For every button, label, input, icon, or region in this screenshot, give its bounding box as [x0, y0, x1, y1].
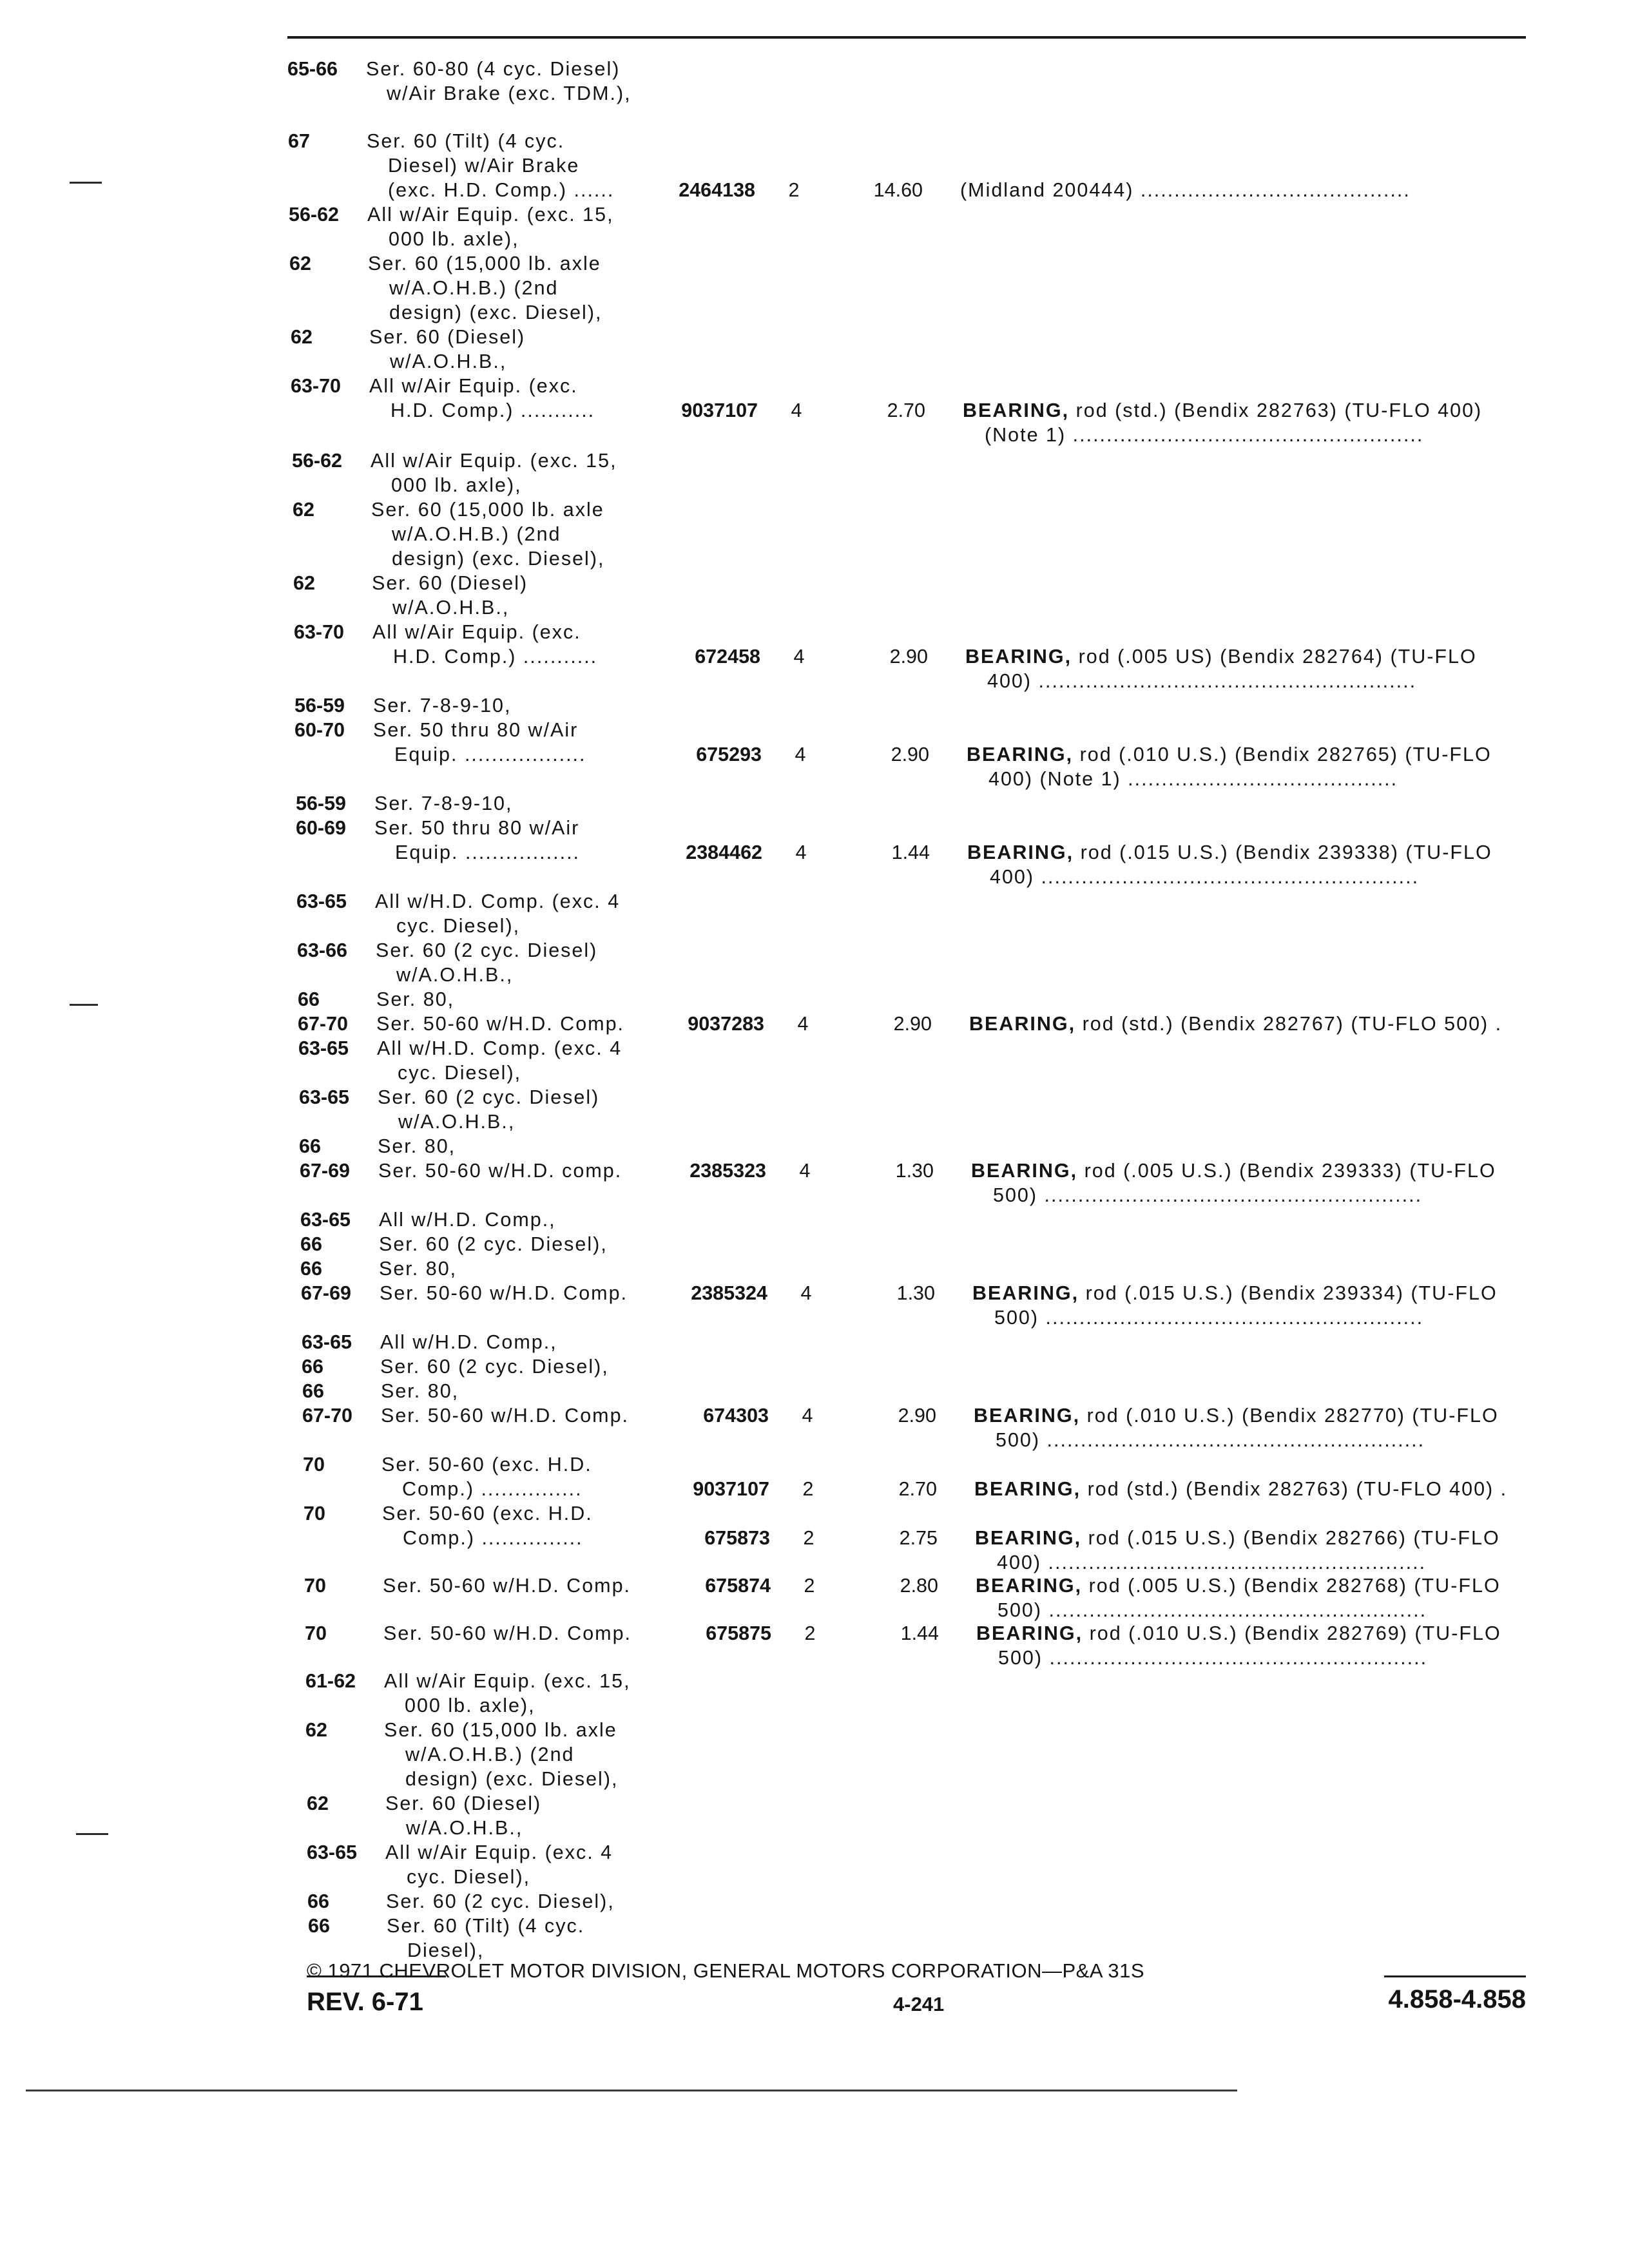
model-years: 62 — [293, 499, 314, 521]
application-text: All w/H.D. Comp. (exc. 4 — [375, 890, 621, 912]
application-text: Equip. .................. — [394, 744, 586, 765]
quantity: 2 — [803, 1527, 815, 1549]
part-name: BEARING, — [967, 744, 1074, 765]
table-row — [0, 1693, 1629, 1718]
application-text: Ser. 60 (15,000 lb. axle — [371, 499, 604, 521]
part-description — [975, 1526, 1500, 1550]
quantity: 4 — [791, 399, 802, 421]
application-text: Ser. 60-80 (4 cyc. Diesel) — [366, 58, 621, 80]
model-years: 66 — [307, 1890, 329, 1912]
table-row — [0, 325, 1629, 349]
part-name: BEARING, — [965, 646, 1072, 668]
table-row — [0, 398, 1629, 423]
application-text: w/A.O.H.B., — [392, 597, 510, 619]
section-number: 4.858-4.858 — [1388, 1985, 1526, 2013]
table-row — [0, 1452, 1629, 1477]
bottom-rule — [26, 2090, 1237, 2091]
application-text: Ser. 7-8-9-10, — [374, 793, 513, 814]
part-name: BEARING, — [969, 1013, 1076, 1035]
model-years: 62 — [293, 572, 315, 594]
price: 2.70 — [887, 399, 925, 421]
table-row — [0, 473, 1629, 497]
model-years: 60-70 — [294, 719, 345, 741]
table-row — [0, 1061, 1629, 1085]
model-years: 67-70 — [298, 1013, 349, 1035]
part-description — [963, 398, 1482, 423]
part-description — [974, 1477, 1507, 1501]
application-text: Ser. 50 thru 80 w/Air — [373, 719, 579, 741]
model-years: 70 — [305, 1622, 327, 1644]
application-text: Ser. 50-60 w/H.D. Comp. — [376, 1013, 625, 1035]
application-text: All w/Air Equip. (exc. 4 — [385, 1841, 613, 1863]
table-row — [0, 1742, 1629, 1767]
application-text: cyc. Diesel), — [407, 1866, 531, 1888]
table-row — [0, 840, 1629, 865]
quantity: 2 — [804, 1575, 815, 1597]
part-number: 675873 — [704, 1527, 770, 1549]
application-text: Comp.) ............... — [402, 1478, 583, 1500]
table-row — [0, 448, 1629, 473]
quantity: 4 — [802, 1405, 813, 1427]
description-continuation: 400) ........................................................ — [990, 866, 1420, 888]
part-description — [967, 840, 1492, 865]
part-number: 2464138 — [679, 179, 755, 201]
application-text: cyc. Diesel), — [398, 1062, 522, 1084]
table-row — [0, 1865, 1629, 1889]
table-row — [0, 1379, 1629, 1403]
part-name: BEARING, — [967, 841, 1074, 863]
application-text: Ser. 60 (15,000 lb. axle — [368, 253, 601, 274]
table-row — [0, 571, 1629, 595]
application-text: Ser. 60 (2 cyc. Diesel) — [376, 939, 598, 961]
application-text: design) (exc. Diesel), — [405, 1768, 619, 1790]
application-text: Diesel), — [407, 1939, 485, 1961]
application-text: Ser. 60 (Diesel) — [372, 572, 528, 594]
quantity: 4 — [795, 841, 807, 863]
table-row — [0, 1036, 1629, 1061]
description-text: (Midland 200444) ........................................ — [960, 179, 1411, 201]
quantity: 4 — [795, 744, 806, 765]
description-continuation: 500) ........................................................ — [994, 1307, 1424, 1329]
description-text: rod (.015 U.S.) (Bendix 282766) (TU-FLO — [1081, 1527, 1500, 1549]
part-number: 675874 — [705, 1575, 771, 1597]
table-row — [0, 742, 1629, 767]
quantity: 2 — [788, 179, 800, 201]
description-text: rod (.010 U.S.) (Bendix 282770) (TU-FLO — [1080, 1405, 1499, 1427]
price: 1.44 — [900, 1622, 939, 1644]
application-text: (exc. H.D. Comp.) ...... — [388, 179, 615, 201]
table-row — [0, 1501, 1629, 1526]
price: 2.90 — [893, 1013, 932, 1035]
table-row — [0, 1573, 1629, 1598]
model-years: 70 — [304, 1575, 326, 1597]
description-continuation: (Note 1) .................................................... — [985, 424, 1424, 446]
application-text: All w/Air Equip. (exc. — [369, 375, 578, 397]
application-text: Ser. 50-60 w/H.D. Comp. — [383, 1575, 631, 1597]
model-years: 63-65 — [307, 1841, 358, 1863]
part-name: BEARING, — [975, 1527, 1082, 1549]
application-text: Ser. 50 thru 80 w/Air — [374, 817, 580, 839]
table-row — [0, 1232, 1629, 1256]
model-years: 63-70 — [294, 621, 345, 643]
model-years: 63-65 — [300, 1209, 351, 1231]
table-row — [0, 1134, 1629, 1158]
application-text: Ser. 80, — [378, 1135, 456, 1157]
application-text: All w/Air Equip. (exc. — [372, 621, 581, 643]
model-years: 66 — [299, 1135, 321, 1157]
application-text: Ser. 50-60 (exc. H.D. — [382, 1503, 593, 1524]
table-row — [0, 153, 1629, 178]
model-years: 67 — [288, 130, 310, 152]
table-row — [0, 1281, 1629, 1305]
table-row — [0, 644, 1629, 669]
revision-label: REV. 6-71 — [307, 1988, 423, 2016]
application-text: All w/H.D. Comp., — [380, 1331, 557, 1353]
table-row — [0, 227, 1629, 251]
description-text: rod (.005 U.S.) (Bendix 239333) (TU-FLO — [1077, 1160, 1496, 1182]
model-years: 60-69 — [296, 817, 347, 839]
application-text: Ser. 60 (2 cyc. Diesel), — [379, 1233, 608, 1255]
table-row — [0, 620, 1629, 644]
model-years: 63-65 — [299, 1086, 350, 1108]
description-text: rod (.010 U.S.) (Bendix 282769) (TU-FLO — [1083, 1622, 1501, 1644]
table-row — [0, 276, 1629, 300]
table-row — [0, 1840, 1629, 1865]
price: 2.75 — [899, 1527, 938, 1549]
price: 1.30 — [895, 1160, 934, 1182]
part-name: BEARING, — [976, 1622, 1083, 1644]
price: 2.80 — [900, 1575, 938, 1597]
application-text: w/A.O.H.B., — [390, 351, 507, 372]
part-number: 9037283 — [688, 1013, 764, 1035]
price: 1.44 — [891, 841, 930, 863]
part-name: BEARING, — [972, 1282, 1079, 1304]
table-row — [0, 889, 1629, 914]
part-number: 2385323 — [689, 1160, 766, 1182]
model-years: 63-70 — [291, 375, 342, 397]
application-text: All w/Air Equip. (exc. 15, — [371, 450, 617, 472]
application-text: Ser. 60 (2 cyc. Diesel), — [380, 1356, 609, 1378]
part-number: 672458 — [695, 646, 760, 668]
part-number: 2384462 — [686, 841, 762, 863]
table-row — [0, 1183, 1629, 1207]
application-text: Ser. 60 (Tilt) (4 cyc. — [387, 1915, 585, 1937]
table-row — [0, 1110, 1629, 1134]
table-row — [0, 1403, 1629, 1428]
application-text: Ser. 80, — [376, 988, 455, 1010]
model-years: 62 — [289, 253, 311, 274]
table-row — [0, 1305, 1629, 1330]
application-text: Ser. 7-8-9-10, — [373, 695, 512, 716]
description-text: rod (.005 US) (Bendix 282764) (TU-FLO — [1072, 646, 1477, 668]
table-row — [0, 1207, 1629, 1232]
model-years: 63-65 — [298, 1037, 349, 1059]
part-number: 9037107 — [693, 1478, 769, 1500]
table-row — [0, 963, 1629, 987]
part-name: BEARING, — [963, 399, 1070, 421]
application-text: Ser. 50-60 (exc. H.D. — [381, 1454, 592, 1475]
table-row — [0, 1477, 1629, 1501]
table-row — [0, 595, 1629, 620]
part-name: BEARING, — [976, 1575, 1083, 1597]
part-number: 674303 — [703, 1405, 769, 1427]
description-text: rod (std.) (Bendix 282763) (TU-FLO 400) — [1069, 399, 1483, 421]
quantity: 2 — [802, 1478, 814, 1500]
table-row — [0, 178, 1629, 202]
application-text: Ser. 60 (Diesel) — [385, 1792, 542, 1814]
part-description — [967, 742, 1492, 767]
part-number: 9037107 — [681, 399, 758, 421]
part-description — [960, 178, 1411, 202]
model-years: 66 — [298, 988, 320, 1010]
model-years: 70 — [303, 1454, 325, 1475]
price: 1.30 — [896, 1282, 935, 1304]
table-row — [0, 546, 1629, 571]
description-text: rod (std.) (Bendix 282763) (TU-FLO 400) . — [1081, 1478, 1508, 1500]
part-name: BEARING, — [971, 1160, 1078, 1182]
part-description — [965, 644, 1477, 669]
model-years: 62 — [305, 1719, 327, 1741]
table-row — [0, 300, 1629, 325]
application-text: w/A.O.H.B., — [406, 1817, 523, 1839]
application-text: 000 lb. axle), — [389, 228, 519, 250]
description-text: rod (std.) (Bendix 282767) (TU-FLO 500) . — [1075, 1013, 1503, 1035]
application-text: w/A.O.H.B.) (2nd — [389, 277, 559, 299]
description-text: rod (.015 U.S.) (Bendix 239334) (TU-FLO — [1079, 1282, 1498, 1304]
table-row — [0, 914, 1629, 938]
description-continuation: 500) ........................................................ — [998, 1647, 1428, 1669]
application-text: Ser. 60 (15,000 lb. axle — [384, 1719, 617, 1741]
application-text: Ser. 60 (2 cyc. Diesel), — [386, 1890, 615, 1912]
application-text: 000 lb. axle), — [405, 1695, 535, 1716]
model-years: 63-66 — [297, 939, 348, 961]
page-number: 4-241 — [893, 1993, 945, 2015]
description-continuation: 500) ........................................................ — [998, 1599, 1427, 1621]
model-years: 67-69 — [301, 1282, 352, 1304]
quantity: 4 — [800, 1282, 812, 1304]
model-years: 56-59 — [296, 793, 347, 814]
application-text: Comp.) ............... — [403, 1527, 583, 1549]
application-text: w/A.O.H.B.) (2nd — [392, 523, 561, 545]
table-row — [0, 693, 1629, 718]
table-row — [0, 1791, 1629, 1816]
model-years: 63-65 — [296, 890, 347, 912]
table-row — [0, 1816, 1629, 1840]
table-row — [0, 1621, 1629, 1646]
table-row — [0, 81, 1629, 106]
application-text: Ser. 60 (2 cyc. Diesel) — [378, 1086, 600, 1108]
application-text: Ser. 50-60 w/H.D. comp. — [378, 1160, 622, 1182]
application-text: Equip. ................. — [395, 841, 581, 863]
application-text: Diesel) w/Air Brake — [388, 155, 580, 177]
model-years: 63-65 — [302, 1331, 352, 1353]
model-years: 62 — [307, 1792, 329, 1814]
table-row — [0, 1889, 1629, 1914]
table-row — [0, 1767, 1629, 1791]
table-row — [0, 767, 1629, 791]
application-text: 000 lb. axle), — [391, 474, 522, 496]
table-row — [0, 349, 1629, 374]
quantity: 4 — [799, 1160, 811, 1182]
description-continuation: 500) ........................................................ — [996, 1429, 1425, 1451]
description-continuation: 400) ........................................................ — [997, 1552, 1427, 1573]
table-row — [0, 497, 1629, 522]
table-row — [0, 938, 1629, 963]
table-row — [0, 374, 1629, 398]
table-row — [0, 865, 1629, 889]
quantity: 4 — [793, 646, 805, 668]
application-text: w/A.O.H.B., — [398, 1111, 516, 1133]
table-row — [0, 423, 1629, 447]
description-text: rod (.010 U.S.) (Bendix 282765) (TU-FLO — [1073, 744, 1492, 765]
application-text: Ser. 60 (Tilt) (4 cyc. — [367, 130, 565, 152]
description-text: rod (.005 U.S.) (Bendix 282768) (TU-FLO — [1082, 1575, 1501, 1597]
application-text: All w/H.D. Comp., — [379, 1209, 556, 1231]
table-row — [0, 1550, 1629, 1575]
price: 2.90 — [889, 646, 928, 668]
price: 2.70 — [898, 1478, 937, 1500]
model-years: 66 — [300, 1233, 322, 1255]
table-row — [0, 1158, 1629, 1183]
table-row — [0, 129, 1629, 153]
table-row — [0, 202, 1629, 227]
model-years: 66 — [302, 1356, 323, 1378]
part-number: 675875 — [706, 1622, 771, 1644]
description-continuation: 400) ........................................................ — [987, 670, 1417, 692]
table-row — [0, 1646, 1629, 1670]
price: 14.60 — [873, 179, 923, 201]
table-row — [0, 791, 1629, 816]
quantity: 2 — [804, 1622, 816, 1644]
table-row — [0, 718, 1629, 742]
application-text: w/A.O.H.B.) (2nd — [405, 1744, 575, 1765]
application-text: Ser. 50-60 w/H.D. Comp. — [383, 1622, 632, 1644]
model-years: 66 — [300, 1258, 322, 1280]
table-row — [0, 57, 1629, 81]
footer-rule-right — [1384, 1975, 1526, 1977]
model-years: 62 — [291, 326, 313, 348]
part-description — [976, 1573, 1501, 1598]
copyright-notice: © 1971 CHEVROLET MOTOR DIVISION, GENERAL MOTORS CORPORATION—P&A 31S — [307, 1959, 1145, 1982]
price: 2.90 — [898, 1405, 936, 1427]
model-years: 66 — [302, 1380, 324, 1402]
table-row — [0, 1256, 1629, 1281]
table-row — [0, 987, 1629, 1012]
part-name: BEARING, — [974, 1405, 1081, 1427]
part-description — [976, 1621, 1501, 1646]
table-row — [0, 1354, 1629, 1379]
table-row — [0, 1330, 1629, 1354]
application-text: Ser. 80, — [381, 1380, 459, 1402]
application-text: Ser. 80, — [379, 1258, 458, 1280]
application-text: w/A.O.H.B., — [396, 964, 514, 986]
table-row — [0, 1669, 1629, 1693]
application-text: Ser. 50-60 w/H.D. Comp. — [381, 1405, 630, 1427]
application-text: All w/Air Equip. (exc. 15, — [367, 204, 614, 226]
table-row — [0, 1085, 1629, 1110]
top-rule — [287, 36, 1526, 39]
table-row — [0, 1428, 1629, 1452]
table-row — [0, 669, 1629, 693]
application-text: design) (exc. Diesel), — [389, 302, 602, 323]
model-years: 56-62 — [292, 450, 343, 472]
table-row — [0, 1914, 1629, 1938]
model-years: 67-69 — [300, 1160, 351, 1182]
application-text: All w/Air Equip. (exc. 15, — [384, 1670, 631, 1692]
application-text: All w/H.D. Comp. (exc. 4 — [377, 1037, 622, 1059]
part-name: BEARING, — [974, 1478, 1081, 1500]
table-row — [0, 522, 1629, 546]
description-continuation: 500) ........................................................ — [993, 1184, 1423, 1206]
model-years: 66 — [308, 1915, 330, 1937]
table-row — [0, 1598, 1629, 1622]
table-row — [0, 251, 1629, 276]
part-description — [972, 1281, 1498, 1305]
description-continuation: 400) (Note 1) ........................................ — [988, 768, 1398, 790]
table-row — [0, 816, 1629, 840]
table-row — [0, 1718, 1629, 1742]
application-text: H.D. Comp.) ........... — [390, 399, 595, 421]
price: 2.90 — [891, 744, 929, 765]
model-years: 67-70 — [302, 1405, 353, 1427]
part-description — [971, 1158, 1496, 1183]
quantity: 4 — [797, 1013, 809, 1035]
part-description — [974, 1403, 1499, 1428]
application-text: cyc. Diesel), — [396, 915, 521, 937]
model-years: 61-62 — [305, 1670, 356, 1692]
application-text: Ser. 60 (Diesel) — [369, 326, 526, 348]
application-text: design) (exc. Diesel), — [392, 548, 605, 570]
model-years: 56-62 — [289, 204, 340, 226]
model-years: 65-66 — [287, 58, 338, 80]
part-number: 2385324 — [691, 1282, 767, 1304]
application-text: H.D. Comp.) ........... — [393, 646, 598, 668]
table-row — [0, 1526, 1629, 1550]
description-text: rod (.015 U.S.) (Bendix 239338) (TU-FLO — [1074, 841, 1492, 863]
part-description — [969, 1012, 1502, 1036]
table-row — [0, 1012, 1629, 1036]
model-years: 70 — [304, 1503, 325, 1524]
part-number: 675293 — [696, 744, 762, 765]
application-text: Ser. 50-60 w/H.D. Comp. — [380, 1282, 628, 1304]
application-text: w/Air Brake (exc. TDM.), — [387, 82, 631, 104]
model-years: 56-59 — [294, 695, 345, 716]
